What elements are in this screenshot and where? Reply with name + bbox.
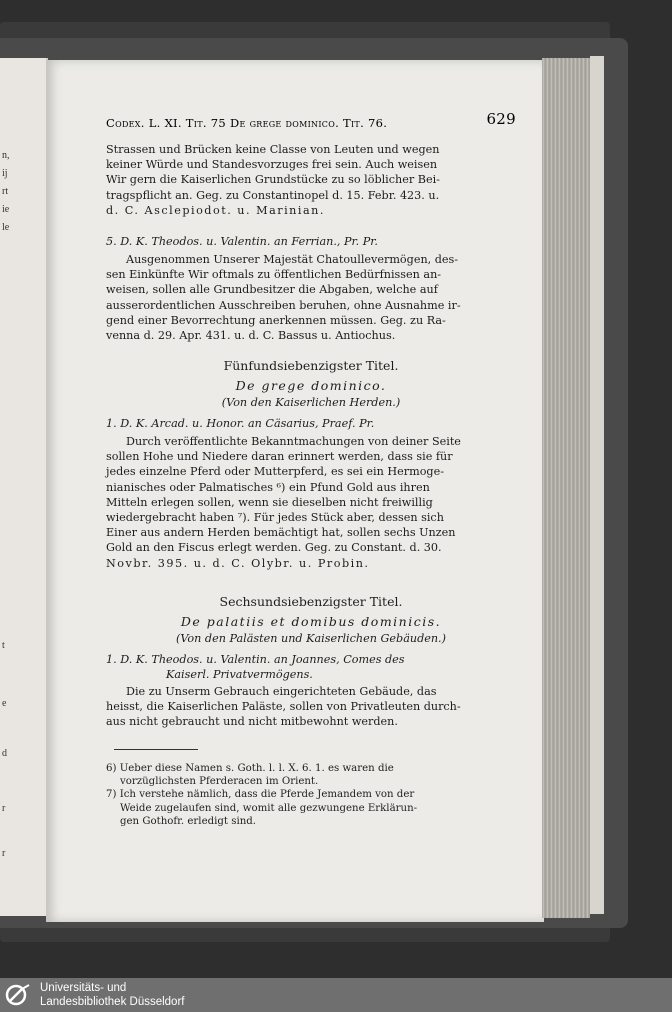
left-fragment: ie: [2, 204, 10, 215]
text-line: Einer aus andern Herden bemächtigt hat, sollen sechs Unzen: [106, 526, 456, 540]
left-fragment: d: [2, 748, 7, 759]
text-line: Novbr. 395. u. d. C. Olybr. u. Probin.: [106, 556, 370, 570]
left-fragment: n,: [2, 150, 10, 161]
text-line: venna d. 29. Apr. 431. u. d. C. Bassus u. Antiochus.: [106, 329, 396, 343]
title-german: (Von den Palästen und Kaiserlichen Gebäuden.): [176, 632, 446, 645]
law-heading: 1. D. K. Arcad. u. Honor. an Cäsarius, Praef. Pr.: [106, 417, 375, 430]
footnote-line: gen Gothofr. erledigt sind.: [120, 815, 257, 827]
running-head-title: Codex. L. XI. Tit. 75 De grege dominico. Tit. 76.: [106, 116, 388, 130]
left-fragment: le: [2, 222, 10, 233]
footnote-line: Weide zugelaufen sind, womit alle gezwungene Erklärun-: [120, 802, 418, 814]
page-edges: [542, 58, 590, 918]
text-line: wiedergebracht haben ⁷). Für jedes Stück aber, dessen sich: [106, 511, 444, 525]
footnote-rule: [114, 749, 198, 750]
text-line: Strassen und Brücken keine Classe von Leuten und wegen: [106, 143, 440, 156]
left-fragment: r: [2, 848, 6, 859]
title-german: (Von den Kaiserlichen Herden.): [221, 396, 401, 409]
text-line: Die zu Unserm Gebrauch eingerichteten Gebäude, das: [126, 685, 437, 698]
paragraph: [106, 684, 516, 730]
left-fragment: rt: [2, 186, 9, 197]
page-number: 629: [486, 110, 516, 128]
left-fragment: e: [2, 698, 7, 709]
footnotes: [106, 762, 510, 828]
text-line: jedes einzelne Pferd oder Mutterpferd, es sei ein Hermoge-: [106, 465, 444, 479]
footnote-line: vorzüglichsten Pferderacen im Orient.: [120, 776, 319, 788]
left-fragment: r: [2, 803, 6, 814]
footnote-line: 7) Ich verstehe nämlich, dass die Pferde Jemandem von der: [106, 789, 415, 801]
text-line: Ausgenommen Unserer Majestät Chatoullevermögen, des-: [126, 253, 459, 266]
paragraph: [106, 252, 516, 343]
text-line: sen Einkünfte Wir oftmals zu öffentlichen Bedürfnissen an-: [106, 268, 442, 282]
text-line: Durch veröffentlichte Bekanntmachungen von deiner Seite: [126, 435, 461, 448]
footnote-line: 6) Ueber diese Namen s. Goth. l. l. X. 6. 1. es waren die: [106, 763, 394, 774]
running-head: [106, 110, 516, 132]
endpaper: [590, 56, 604, 914]
left-fragment: t: [2, 640, 5, 651]
text-line: gend einer Bevorrechtung anerkennen müssen. Geg. zu Ra-: [106, 313, 446, 327]
text-line: Mitteln erlegen sollen, wenn sie dieselben nicht freiwillig: [106, 495, 433, 509]
text-line: d. C. Asclepiodot. u. Marinian.: [106, 203, 325, 217]
law-heading: 5. D. K. Theodos. u. Valentin. an Ferrian., Pr. Pr.: [106, 235, 378, 248]
left-fragment: ij: [2, 168, 8, 179]
text-line: Gold an den Fiscus erlegt werden. Geg. zu Constant. d. 30.: [106, 541, 442, 555]
title-heading: Fünfundsiebenzigster Titel.: [223, 358, 399, 373]
text-line: Wir gern die Kaiserlichen Grundstücke zu so löblicher Bei-: [106, 173, 440, 187]
text-line: tragspflicht an. Geg. zu Constantinopel d. 15. Febr. 423. u.: [106, 188, 440, 202]
library-name-line: Universitäts- und: [40, 982, 127, 994]
text-line: sollen Hohe und Niedere daran erinnert werden, dass sie für: [106, 450, 453, 464]
paragraph-continuation: [106, 142, 516, 218]
title-latin: De palatiis et domibus dominicis.: [180, 614, 442, 629]
text-line: nianisches oder Palmatisches ⁶) ein Pfund Gold aus ihren: [106, 480, 430, 494]
law-heading: 1. D. K. Theodos. u. Valentin. an Joannes, Comes des: [106, 653, 405, 666]
library-footer-bar: [0, 978, 672, 1012]
right-page: [46, 60, 544, 922]
left-page-edge: [0, 58, 48, 916]
law-heading-continuation: Kaiserl. Privatvermögens.: [166, 668, 313, 681]
text-line: ausserordentlichen Ausschreiben beruhen, ohne Ausnahme ir-: [106, 298, 461, 312]
text-line: aus nicht gebraucht und nicht mitbewohnt werden.: [106, 715, 398, 729]
text-line: heisst, die Kaiserlichen Paläste, sollen von Privatleuten durch-: [106, 700, 461, 714]
library-name: [40, 981, 184, 1009]
library-name-line: Landesbibliothek Düsseldorf: [40, 996, 185, 1008]
title-latin: De grege dominico.: [235, 378, 387, 393]
paragraph: [106, 434, 516, 571]
text-line: keiner Würde und Standesvorzuges frei sein. Auch weisen: [106, 158, 438, 172]
library-logo-icon: [4, 982, 32, 1008]
title-heading: Sechsundsiebenzigster Titel.: [219, 594, 403, 609]
text-line: weisen, sollen alle Grundbesitzer die Abgaben, welche auf: [106, 283, 438, 297]
